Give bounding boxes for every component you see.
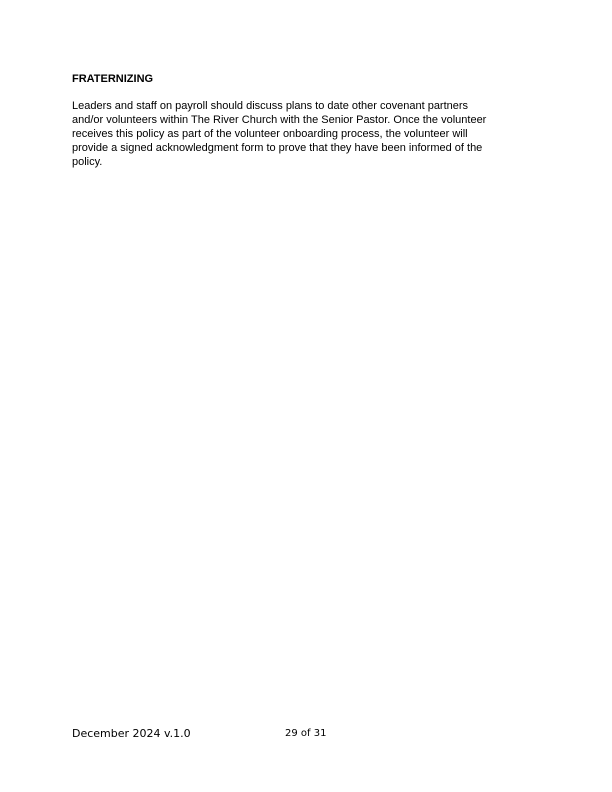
section-heading: FRATERNIZING [72,73,154,85]
paragraph-line: and/or volunteers within The River Church with the Senior Pastor. Once the volunteer [72,114,487,126]
paragraph-line: Leaders and staff on payroll should discuss plans to date other covenant partners [72,100,469,112]
footer-date-version: December 2024 v.1.0 [72,727,191,740]
footer-page-number: 29 of 31 [285,728,327,739]
paragraph-line: provide a signed acknowledgment form to prove that they have been informed of the [72,142,483,154]
paragraph-line: receives this policy as part of the volunteer onboarding process, the volunteer will [72,128,468,140]
paragraph-line: policy. [72,156,103,168]
policy-paragraph [72,99,542,169]
